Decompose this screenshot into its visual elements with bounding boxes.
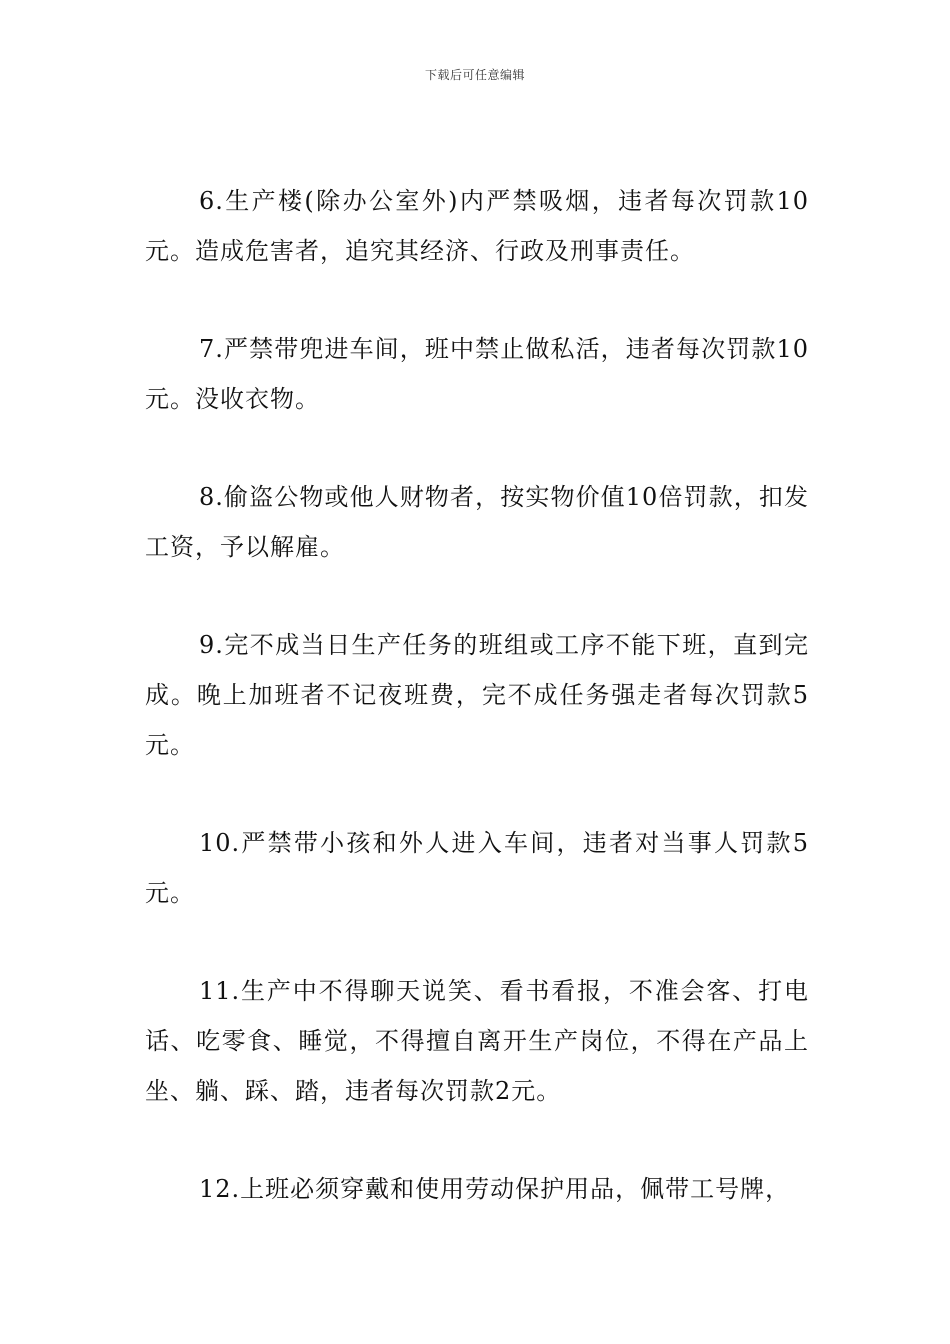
- document-body: [145, 176, 809, 1262]
- rule-paragraph-8: 8.偷盗公物或他人财物者，按实物价值10倍罚款，扣发工资，予以解雇。: [145, 483, 809, 561]
- page-header: 下载后可任意编辑: [424, 68, 525, 82]
- rule-paragraph-10: 10.严禁带小孩和外人进入车间，违者对当事人罚款5元。: [145, 829, 809, 907]
- rule-paragraph-7: 7.严禁带兜进车间，班中禁止做私活，违者每次罚款10元。没收衣物。: [145, 335, 809, 413]
- rule-paragraph-12: 12.上班必须穿戴和使用劳动保护用品，佩带工号牌，: [199, 1175, 791, 1203]
- rule-paragraph-6: 6.生产楼(除办公室外)内严禁吸烟，违者每次罚款10元。造成危害者，追究其经济、行政及刑事责任。: [145, 187, 809, 265]
- rule-paragraph-11: 11.生产中不得聊天说笑、看书看报，不准会客、打电话、吃零食、睡觉，不得擅自离开生产岗位，不得在产品上坐、躺、踩、踏，违者每次罚款2元。: [145, 977, 809, 1105]
- rule-paragraph-9: 9.完不成当日生产任务的班组或工序不能下班，直到完成。晚上加班者不记夜班费，完不成任务强走者每次罚款5元。: [145, 631, 809, 759]
